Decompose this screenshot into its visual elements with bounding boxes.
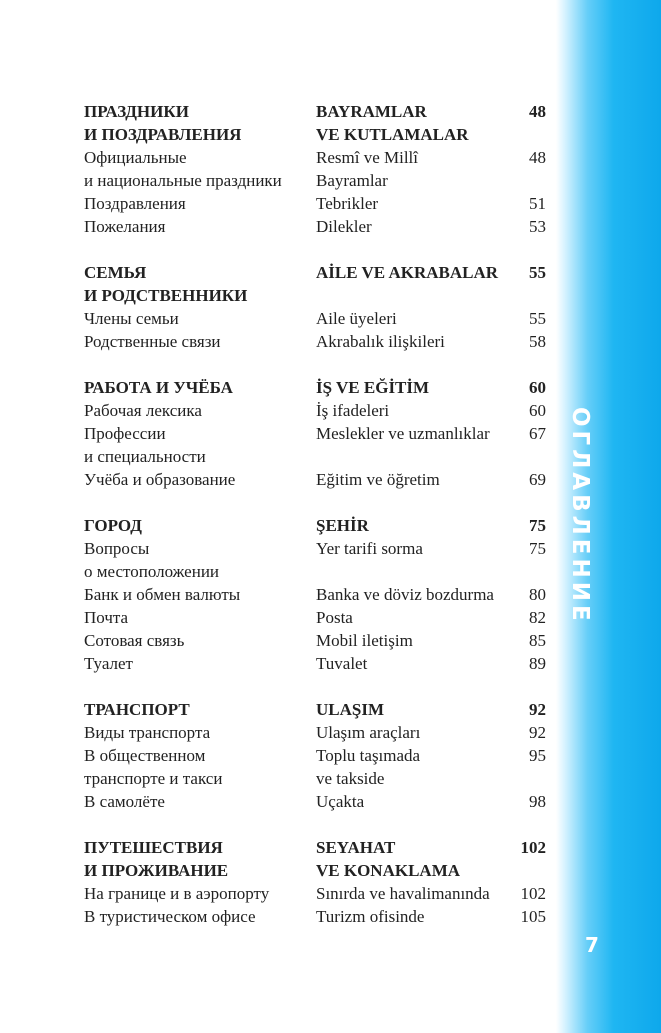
entry-tr: Aile üyeleri xyxy=(316,309,397,328)
heading-page xyxy=(516,284,546,307)
toc-section-transport xyxy=(84,698,546,813)
entry-page: 82 xyxy=(529,608,546,627)
side-title xyxy=(567,407,593,625)
entry-ru: Пожелания xyxy=(84,217,166,236)
entry-tr: Meslekler ve uzmanlıklar xyxy=(316,424,490,443)
heading-ru: И ПОЗДРАВЛЕНИЯ xyxy=(84,125,242,144)
heading-page xyxy=(516,859,546,882)
toc-entry[interactable] xyxy=(84,652,546,675)
toc-entry[interactable] xyxy=(84,537,546,560)
heading-tr: ULAŞIM xyxy=(316,700,385,719)
entry-ru: В туристическом офисе xyxy=(84,907,256,926)
entry-tr: Dilekler xyxy=(316,217,372,236)
entry-page: 69 xyxy=(529,470,546,489)
entry-tr: Yer tarifi sorma xyxy=(316,539,423,558)
heading-ru: И РОДСТВЕННИКИ xyxy=(84,286,248,305)
toc-heading-continuation xyxy=(84,123,546,146)
entry-page: 48 xyxy=(529,148,546,167)
entry-ru: Сотовая связь xyxy=(84,631,185,650)
entry-tr: Resmî ve Millî xyxy=(316,148,418,167)
entry-tr: Bayramlar xyxy=(316,171,388,190)
toc-section-travel xyxy=(84,836,546,928)
toc-entry-continuation xyxy=(84,169,546,192)
toc-heading-continuation xyxy=(84,284,546,307)
heading-ru: РАБОТА И УЧЁБА xyxy=(84,378,233,397)
entry-tr: Mobil iletişim xyxy=(316,631,413,650)
entry-ru: Рабочая лексика xyxy=(84,401,202,420)
entry-tr: Akrabalık ilişkileri xyxy=(316,332,445,351)
entry-ru: На границе и в аэропорту xyxy=(84,884,270,903)
entry-page: 51 xyxy=(529,194,546,213)
entry-page xyxy=(516,767,546,790)
toc-section-holidays xyxy=(84,100,546,238)
entry-ru: Вопросы xyxy=(84,539,150,558)
entry-ru: В самолёте xyxy=(84,792,165,811)
toc-entry[interactable] xyxy=(84,146,546,169)
heading-page: 102 xyxy=(520,838,546,857)
entry-page: 60 xyxy=(529,401,546,420)
entry-ru: Банк и обмен валюты xyxy=(84,585,241,604)
heading-ru: ПУТЕШЕСТВИЯ xyxy=(84,838,223,857)
heading-tr: İŞ VE EĞİTİM xyxy=(316,378,430,397)
entry-ru: и специальности xyxy=(84,447,206,466)
toc-entry[interactable] xyxy=(84,215,546,238)
toc-heading[interactable] xyxy=(84,514,546,537)
toc-heading[interactable] xyxy=(84,698,546,721)
heading-ru: ТРАНСПОРТ xyxy=(84,700,190,719)
entry-tr: Posta xyxy=(316,608,353,627)
heading-tr xyxy=(316,284,516,307)
entry-page: 102 xyxy=(520,884,546,903)
toc-section-work xyxy=(84,376,546,491)
toc-entry-continuation xyxy=(84,560,546,583)
toc-entry[interactable] xyxy=(84,330,546,353)
toc-entry[interactable] xyxy=(84,790,546,813)
entry-tr: Ulaşım araçları xyxy=(316,723,421,742)
toc-entry[interactable] xyxy=(84,583,546,606)
toc-heading[interactable] xyxy=(84,100,546,123)
entry-tr: Uçakta xyxy=(316,792,365,811)
toc-entry[interactable] xyxy=(84,606,546,629)
heading-tr: BAYRAMLAR xyxy=(316,102,427,121)
entry-tr: ve takside xyxy=(316,769,385,788)
heading-ru: ГОРОД xyxy=(84,516,142,535)
entry-ru: Учёба и образование xyxy=(84,470,236,489)
toc-entry-continuation xyxy=(84,767,546,790)
entry-ru: Виды транспорта xyxy=(84,723,211,742)
heading-ru: ПРАЗДНИКИ xyxy=(84,102,189,121)
entry-page xyxy=(516,560,546,583)
entry-ru: Члены семьи xyxy=(84,309,179,328)
entry-ru: Официальные xyxy=(84,148,187,167)
entry-ru: Поздравления xyxy=(84,194,186,213)
heading-page: 92 xyxy=(529,700,546,719)
toc-entry-continuation xyxy=(84,445,546,468)
toc-heading[interactable] xyxy=(84,376,546,399)
entry-ru: и национальные праздники xyxy=(84,171,282,190)
entry-tr: Turizm ofisinde xyxy=(316,907,425,926)
heading-ru: СЕМЬЯ xyxy=(84,263,147,282)
heading-tr: VE KONAKLAMA xyxy=(316,861,461,880)
toc-entry[interactable] xyxy=(84,721,546,744)
entry-tr: Banka ve döviz bozdurma xyxy=(316,585,494,604)
entry-tr xyxy=(316,560,516,583)
entry-page: 75 xyxy=(529,539,546,558)
entry-tr: İş ifadeleri xyxy=(316,401,390,420)
toc-heading-continuation xyxy=(84,859,546,882)
entry-page xyxy=(516,169,546,192)
toc-entry[interactable] xyxy=(84,744,546,767)
entry-tr: Eğitim ve öğretim xyxy=(316,470,440,489)
entry-ru: транспорте и такси xyxy=(84,769,223,788)
toc-entry[interactable] xyxy=(84,422,546,445)
entry-tr xyxy=(316,445,516,468)
toc-heading[interactable] xyxy=(84,836,546,859)
entry-page: 89 xyxy=(529,654,546,673)
heading-page: 60 xyxy=(529,378,546,397)
entry-ru: Почта xyxy=(84,608,129,627)
entry-tr: Sınırda ve havalimanında xyxy=(316,884,490,903)
entry-page: 92 xyxy=(529,723,546,742)
page-number: 7 xyxy=(585,933,599,957)
entry-page: 55 xyxy=(529,309,546,328)
entry-tr: Tebrikler xyxy=(316,194,379,213)
toc-entry[interactable] xyxy=(84,307,546,330)
entry-tr: Toplu taşımada xyxy=(316,746,421,765)
side-title-text: ОГЛАВЛЕНИЕ xyxy=(567,407,593,625)
heading-page xyxy=(516,123,546,146)
entry-page: 53 xyxy=(529,217,546,236)
heading-page: 55 xyxy=(529,263,546,282)
toc-entry[interactable] xyxy=(84,399,546,422)
entry-page: 58 xyxy=(529,332,546,351)
toc-entry[interactable] xyxy=(84,882,546,905)
entry-ru: о местоположении xyxy=(84,562,220,581)
toc-section-city xyxy=(84,514,546,675)
toc-entry[interactable] xyxy=(84,192,546,215)
toc-entry[interactable] xyxy=(84,629,546,652)
entry-page: 98 xyxy=(529,792,546,811)
toc-heading[interactable] xyxy=(84,261,546,284)
entry-page: 80 xyxy=(529,585,546,604)
entry-page: 95 xyxy=(529,746,546,765)
entry-ru: Родственные связи xyxy=(84,332,221,351)
toc-section-family xyxy=(84,261,546,353)
heading-tr: SEYAHAT xyxy=(316,838,396,857)
entry-ru: В общественном xyxy=(84,746,206,765)
toc-entry[interactable] xyxy=(84,905,546,928)
table-of-contents xyxy=(84,100,546,951)
entry-page: 85 xyxy=(529,631,546,650)
heading-tr: ŞEHİR xyxy=(316,516,369,535)
toc-entry[interactable] xyxy=(84,468,546,491)
entry-tr: Tuvalet xyxy=(316,654,368,673)
heading-page: 75 xyxy=(529,516,546,535)
entry-page xyxy=(516,445,546,468)
heading-ru: И ПРОЖИВАНИЕ xyxy=(84,861,229,880)
entry-ru: Профессии xyxy=(84,424,166,443)
heading-tr: VE KUTLAMALAR xyxy=(316,125,469,144)
entry-page: 67 xyxy=(529,424,546,443)
entry-ru: Туалет xyxy=(84,654,133,673)
heading-page: 48 xyxy=(529,102,546,121)
heading-tr: AİLE VE AKRABALAR xyxy=(316,263,499,282)
entry-page: 105 xyxy=(520,907,546,926)
